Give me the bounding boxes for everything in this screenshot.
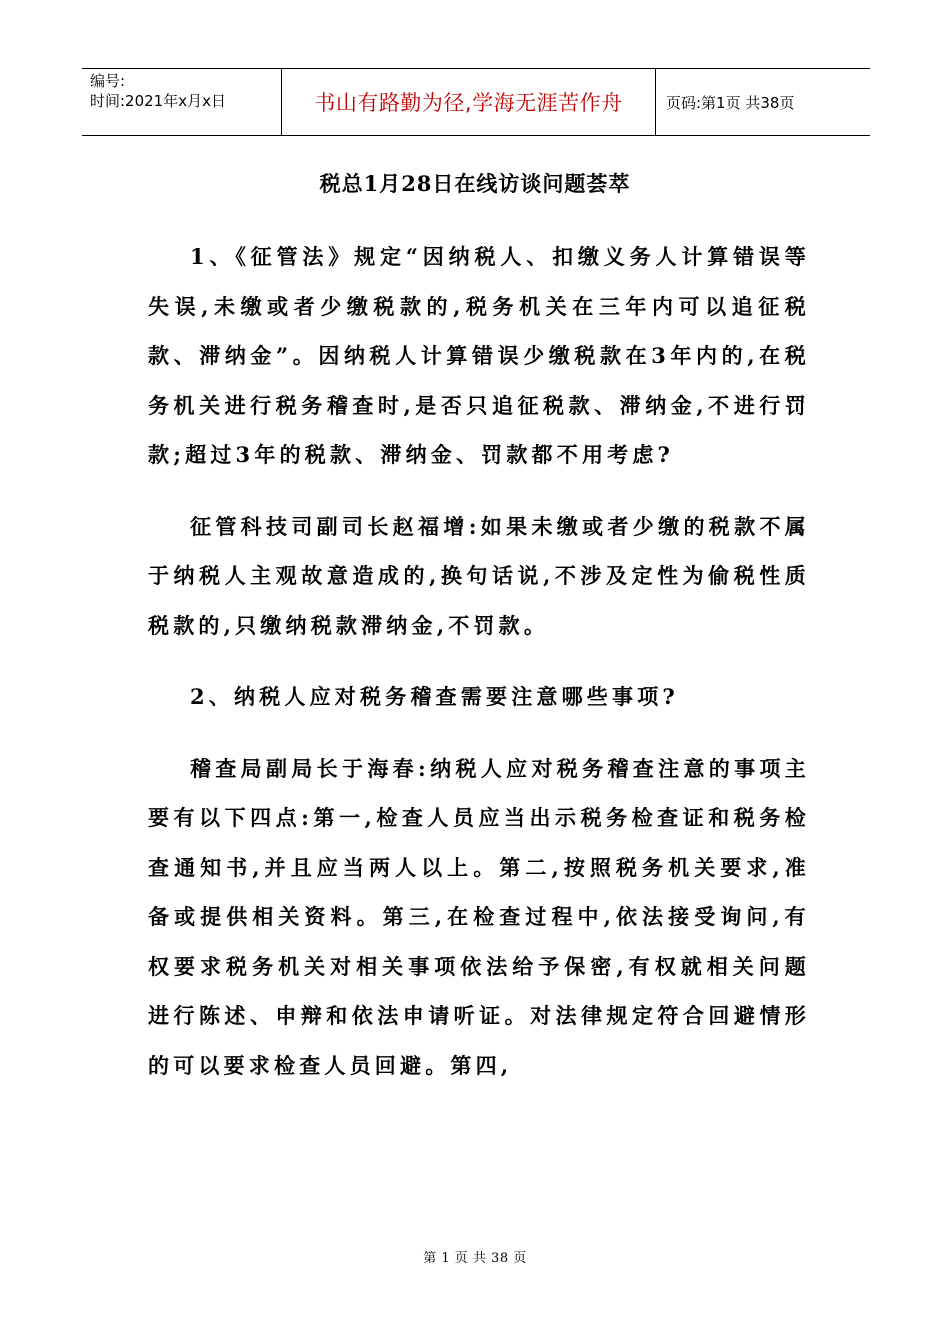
document-title: 税总1月28日在线访谈问题荟萃 <box>319 171 631 196</box>
page-info: 页码:第1页 共38页 <box>666 93 795 112</box>
paragraph-answer-1: 征管科技司副司长赵福增:如果未缴或者少缴的税款不属于纳税人主观故意造成的,换句话说,不涉及定性为偷税性质税款的,只缴纳税款滞纳金,不罚款。 <box>148 513 810 638</box>
header-motto-cell <box>282 69 656 135</box>
page-footer: 第 1 页 共 38 页 <box>423 1251 527 1266</box>
header-page-cell <box>656 69 870 135</box>
paragraph-question-1: 1、《征管法》规定“因纳税人、扣缴义务人计算错误等失误,未缴或者少缴税款的,税务机关在三年内可以追征税款、滞纳金”。因纳税人计算错误少缴税款在3年内的,在税务机关进行税务稽查时,是否只追征税款、滞纳金,不进行罚款;超过3年的税款、滞纳金、罚款都不用考虑? <box>148 244 810 467</box>
time-label: 时间:2021年x月x日 <box>90 92 226 110</box>
paragraph-answer-2: 稽查局副局长于海春:纳税人应对税务稽查注意的事项主要有以下四点:第一,检查人员应当出示税务检查证和税务检查通知书,并且应当两人以上。第二,按照税务机关要求,准备或提供相关资料。第三,在检查过程中,依法接受询问,有权要求税务机关对相关事项依法给予保密,有权就相关问题进行陈述、申辩和依法申请听证。对法律规定符合回避情形的可以要求检查人员回避。第四, <box>148 755 810 1078</box>
motto-text: 书山有路勤为径,学海无涯苦作舟 <box>314 91 623 115</box>
serial-label: 编号: <box>90 72 126 90</box>
document-body <box>148 232 810 1112</box>
header-meta-cell <box>82 69 282 135</box>
paragraph-question-2: 2、纳税人应对税务稽查需要注意哪些事项? <box>190 684 679 709</box>
header-table <box>82 68 870 136</box>
